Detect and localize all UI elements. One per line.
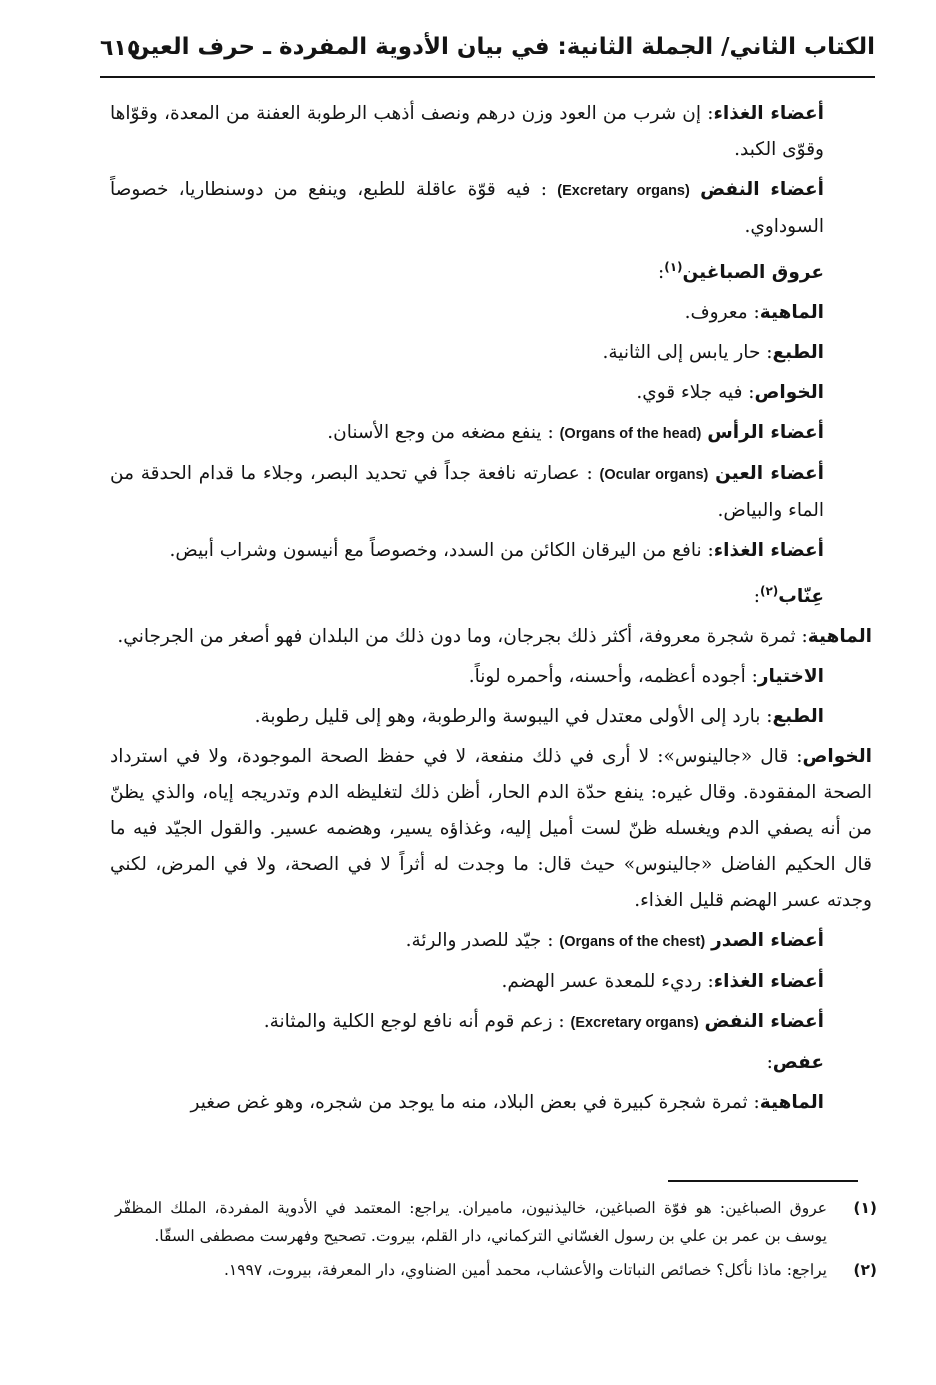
entry-text: : معروف. <box>684 302 760 324</box>
entry-text: : إن شرب من العود وزن درهم ونصف أذهب الرطوبة العفنة من المعدة، وقوّاها وقوّى الكبد. <box>110 103 824 160</box>
entry-paragraph <box>110 1004 872 1041</box>
entry-text: : ثمرة شجرة معروفة، أكثر ذلك بجرجان، وما دون ذلك من البلدان فهو أصغر من الجرجاني. <box>117 626 808 648</box>
entry-text: : <box>753 586 760 608</box>
entry-label: أعضاء العين <box>715 463 824 485</box>
main-text <box>110 96 872 1125</box>
entry-text: : ينفع مضغه من وجع الأسنان. <box>327 422 554 444</box>
header-title: الكتاب الثاني/ الجملة الثانية: في بيان الأدوية المفردة ـ حرف العين <box>129 34 875 60</box>
entry-text: : <box>766 1052 773 1074</box>
entry-paragraph <box>110 619 872 655</box>
entry-heading <box>110 249 872 291</box>
entry-paragraph <box>110 699 872 735</box>
entry-text: : قال «جالينوس»: لا أرى في ذلك منفعة، لا في حفظ الصحة الموجودة، ولا في استرداد الصحة المفقودة. وقال غيره: ينفع حدّة الدم الحار، أظن ذلك لتغليظه الدم وتدريجه إياه، والذي يظنّ من أنه يصفي الدم ويغسله ظنّ لست أميل إليه، وغذاؤه يسير، وهضمه عسير. والقول الجيّد فيه ما قال الحكيم الفاضل «جالينوس» حيث قال: ما وجدت له أثراً لا في الصحة، ولا في المرض، لكني وجدته عسر الهضم قليل الغذاء. <box>110 746 872 912</box>
entry-label: أعضاء الصدر <box>711 930 824 952</box>
footnotes <box>115 1194 877 1290</box>
entry-heading <box>110 1045 872 1081</box>
entry-paragraph <box>110 964 872 1000</box>
entry-paragraph <box>110 172 872 245</box>
entry-label: أعضاء الغذاء <box>713 103 824 124</box>
english-term: (Organs of the head) <box>559 426 702 443</box>
entry-label: أعضاء الغذاء <box>713 971 824 993</box>
entry-label: أعضاء النفض <box>700 179 825 200</box>
entry-paragraph <box>110 923 872 960</box>
footnote-number: (٢) <box>853 1261 877 1279</box>
header-rule <box>100 76 875 78</box>
entry-label: عفص <box>772 1052 824 1074</box>
entry-text: : ثمرة شجرة كبيرة في بعض البلاد، منه ما يوجد من شجره، وهو غض صغير <box>190 1092 760 1114</box>
entry-text: : فيه جلاء قوي. <box>636 382 755 404</box>
entry-label: الطبع <box>772 342 824 364</box>
entry-paragraph <box>110 375 872 411</box>
entry-label: الطبع <box>772 706 824 728</box>
entry-label: الخواص <box>754 382 824 404</box>
entry-label: الماهية <box>807 626 872 648</box>
entry-paragraph <box>110 415 872 452</box>
entry-paragraph <box>110 96 872 168</box>
english-term: (Excretary organs) <box>570 1015 699 1032</box>
running-header <box>100 34 875 78</box>
entry-label: أعضاء النفض <box>704 1011 824 1033</box>
entry-label: الماهية <box>759 302 824 324</box>
entry-text: : نافع من اليرقان الكائن من السدد، وخصوصاً مع أنيسون وشراب أبيض. <box>169 540 714 562</box>
entry-paragraph <box>110 1085 872 1121</box>
entry-paragraph <box>110 335 872 371</box>
entry-paragraph <box>110 295 872 331</box>
entry-paragraph <box>110 659 872 695</box>
entry-text: : حار يابس إلى الثانية. <box>602 342 773 364</box>
entry-text: : بارد إلى الأولى معتدل في اليبوسة والرطوبة، وهو إلى قليل رطوبة. <box>254 706 773 728</box>
footnote-text: عروق الصباغين: هو فوّة الصباغين، خاليذنيون، ماميران. يراجع: المعتمد في الأدوية المفردة، الملك المظفّر يوسف بن عمر بن علي بن رسول الغسّاني التركماني، دار القلم، بيروت. تصحيح وفهرست مصطفى السقّا. <box>115 1199 827 1245</box>
footnote <box>115 1194 877 1250</box>
english-term: (Organs of the chest) <box>559 934 706 951</box>
entry-text: : جيّد للصدر والرئة. <box>405 930 554 952</box>
entry-paragraph <box>110 533 872 569</box>
entry-paragraph <box>110 456 872 529</box>
footnote-ref[interactable]: (١) <box>664 260 683 274</box>
entry-label: عِنّاب <box>778 586 824 608</box>
entry-text: : <box>657 262 665 284</box>
footnote <box>115 1256 877 1284</box>
entry-label: عروق الصباغين <box>682 262 824 284</box>
entry-label: أعضاء الغذاء <box>713 540 824 562</box>
entry-text: : فيه قوّة عاقلة للطبع، وينفع من دوسنطاريا، خصوصاً السوداوي. <box>110 179 824 237</box>
footnote-rule <box>668 1180 858 1182</box>
footnote-text: يراجع: ماذا نأكل؟ خصائص النباتات والأعشاب، محمد أمين الضناوي، دار المعرفة، بيروت، ١٩٩٧. <box>223 1261 827 1279</box>
entry-text: : رديء للمعدة عسر الهضم. <box>501 971 714 993</box>
entry-label: الماهية <box>759 1092 824 1114</box>
entry-text: : أجوده أعظمه، وأحسنه، وأحمره لوناً. <box>468 666 758 688</box>
entry-heading <box>110 573 872 615</box>
entry-text: : زعم قوم أنه نافع لوجع الكلية والمثانة. <box>263 1011 565 1033</box>
entry-text: : عصارته نافعة جداً في تحديد البصر، وجلاء ما قدام الحدقة من الماء والبياض. <box>110 463 824 522</box>
entry-label: أعضاء الرأس <box>707 422 824 444</box>
footnote-number: (١) <box>853 1199 877 1217</box>
english-term: (Ocular organs) <box>599 467 709 484</box>
entry-paragraph <box>110 739 872 919</box>
entry-label: الخواص <box>802 746 872 768</box>
entry-label: الاختيار <box>757 666 824 688</box>
page-number: ٦١٥ <box>100 36 141 61</box>
english-term: (Excretary organs) <box>557 183 690 199</box>
footnote-ref[interactable]: (٢) <box>759 584 779 599</box>
